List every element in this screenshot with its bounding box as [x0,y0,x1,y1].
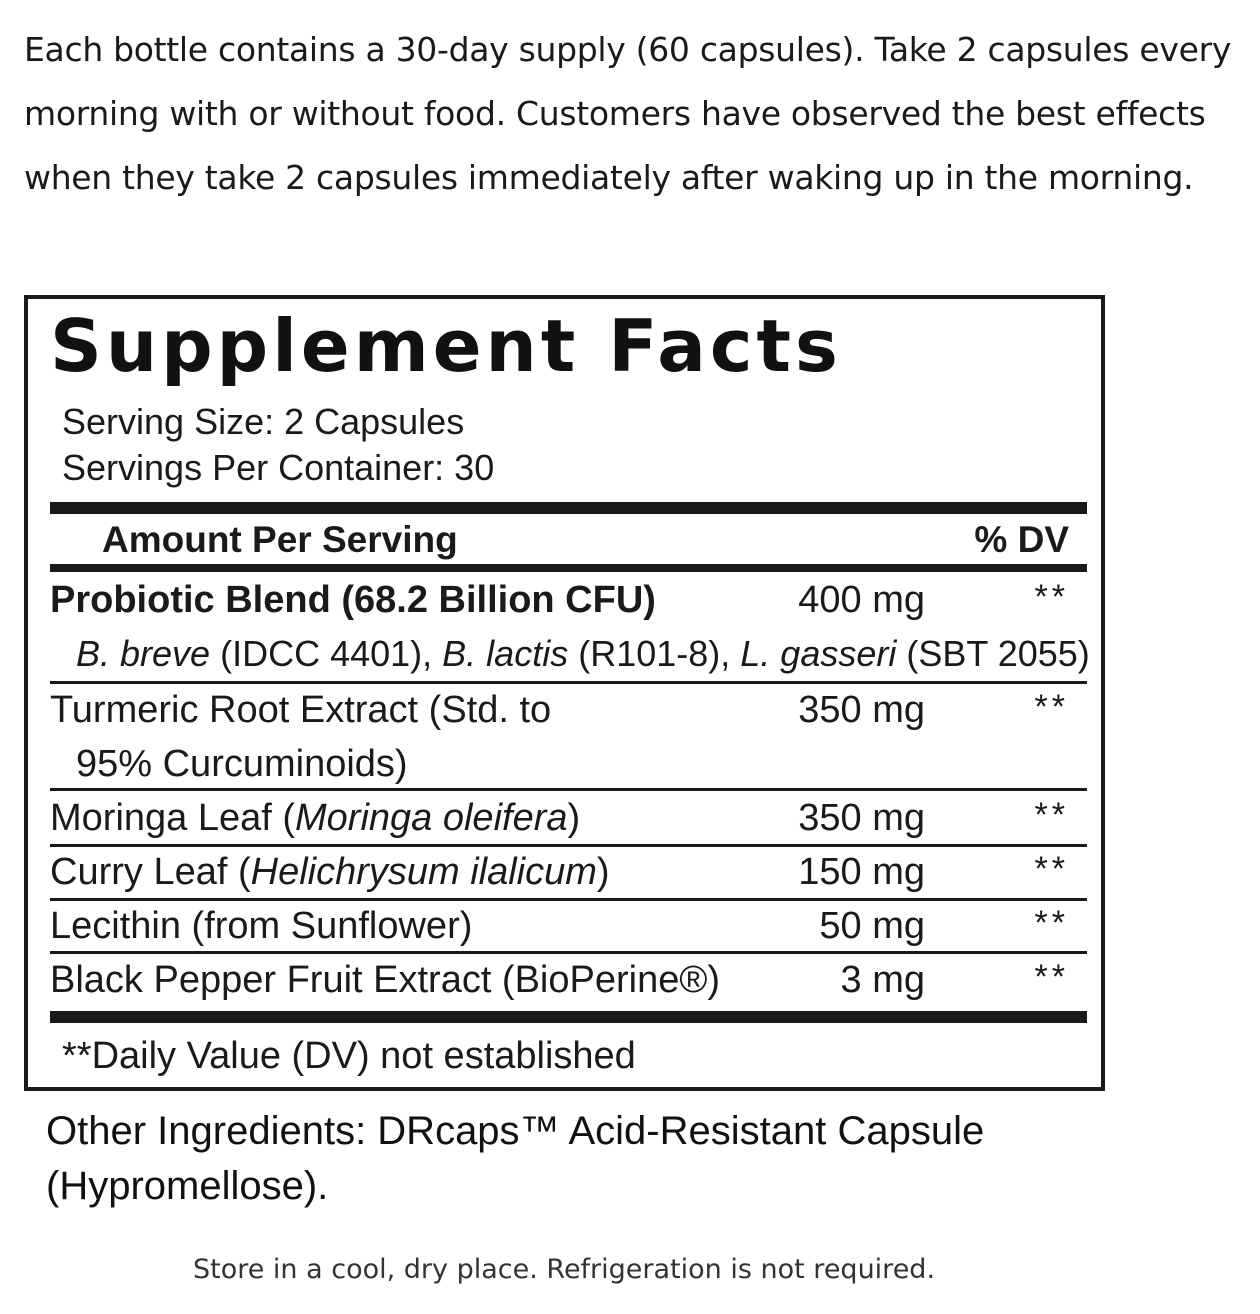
ingredient-dv-turmeric: ** [1034,688,1069,726]
ingredient-dv-probiotic: ** [1034,578,1069,616]
ingredient-name-turmeric: Turmeric Root Extract (Std. to [50,689,552,731]
divider-thick [50,502,1087,514]
ingredient-amount-moringa: 350 mg [798,797,925,839]
probiotic-strains [76,629,1090,679]
servings-per-container: Servings Per Container: 30 [62,447,495,488]
panel-title: Supplement Facts [50,304,842,388]
divider-thick [50,1011,1087,1023]
usage-instructions: Each bottle contains a 30-day supply (60 capsules). Take 2 capsules every morning with or without food. Customers have observed the best effects when they take 2 capsules immediately after waking up in the morning. [24,30,1232,197]
ingredient-amount-probiotic: 400 mg [798,579,925,621]
ingredient-name-moringa: Moringa Leaf (Moringa oleifera) [50,797,581,839]
latin-name: Helichrysum ilalicum [250,851,597,893]
serving-info [62,399,494,491]
ingredient-name-turmeric-continued: 95% Curcuminoids) [76,743,408,785]
ingredient-amount-lecithin: 50 mg [819,905,925,947]
header-daily-value: % DV [974,519,1069,560]
other-ingredients: Other Ingredients: DRcaps™ Acid-Resistant Capsule (Hypromellose). [46,1109,985,1208]
ingredient-name-lecithin: Lecithin (from Sunflower) [50,905,473,947]
dv-footnote: **Daily Value (DV) not established [62,1035,636,1077]
ingredient-amount-turmeric: 350 mg [798,689,925,731]
ingredient-amount-curry-leaf: 150 mg [798,851,925,893]
ingredient-amount-black-pepper: 3 mg [840,959,925,1001]
divider-medium [50,564,1087,572]
strain-code: (IDCC 4401), [210,633,443,674]
ingredient-name-black-pepper: Black Pepper Fruit Extract (BioPerine®) [50,959,721,1001]
ingredient-dv-black-pepper: ** [1034,958,1069,996]
strain-species: L. gasseri [740,633,897,674]
strain-code: (R101-8), [568,633,741,674]
strain-code: (SBT 2055) [896,633,1090,674]
strain-species: B. lactis [442,633,569,674]
ingredient-dv-curry-leaf: ** [1034,850,1069,888]
supplement-facts-panel [24,295,1105,1091]
header-amount-per-serving: Amount Per Serving [102,519,458,560]
storage-instructions: Store in a cool, dry place. Refrigeration is not required. [192,1254,936,1285]
ingredient-dv-moringa: ** [1034,796,1069,834]
divider-thin [50,951,1087,954]
latin-name: Moringa oleifera [295,797,568,839]
strain-species: B. breve [76,633,211,674]
ingredient-dv-lecithin: ** [1034,904,1069,942]
ingredient-name-probiotic: Probiotic Blend (68.2 Billion CFU) [50,579,656,621]
divider-thin [50,681,1087,684]
divider-thin [50,788,1087,791]
serving-size: Serving Size: 2 Capsules [62,401,465,442]
ingredient-name-curry-leaf: Curry Leaf (Helichrysum ilalicum) [50,851,610,893]
